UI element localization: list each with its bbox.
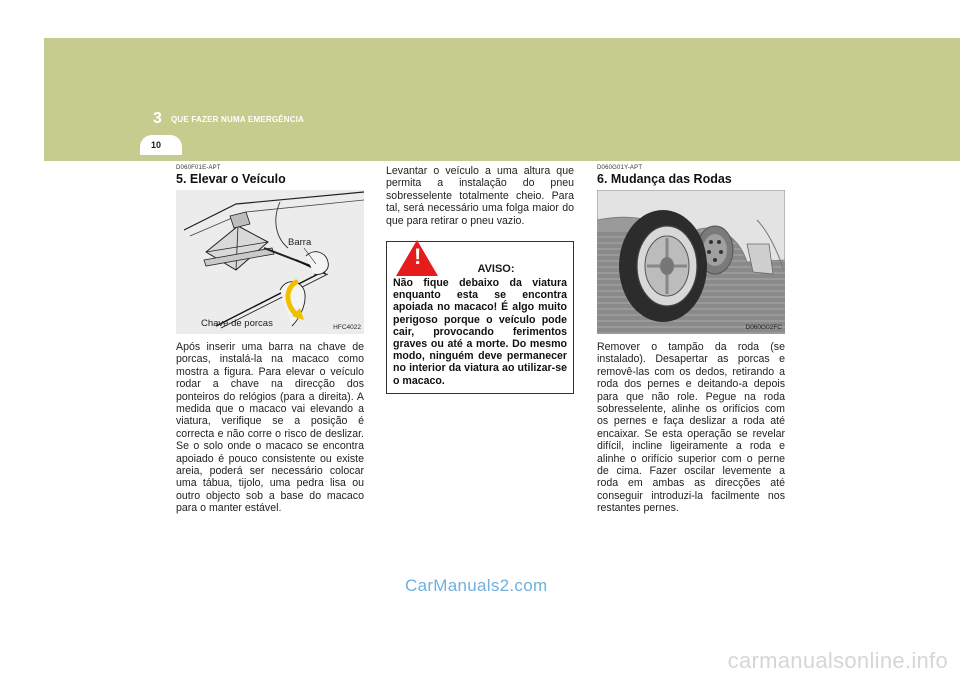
section-code: D060F01E-APT xyxy=(176,165,221,171)
figure-label-bar: Barra xyxy=(288,237,312,248)
wheel-figure xyxy=(597,190,785,334)
column-right xyxy=(597,165,785,515)
warning-text: Não fique debaixo da viatura enquanto esta se encontra apoiada no macaco! É algo muito perigoso porque o veículo pode cair, provocando ferimentos graves ou até a morte. Do mesmo modo, ninguém deve permanecer no interior da viatura ao utilizar-se o macaco. xyxy=(393,277,567,387)
section-code: D060G01Y-APT xyxy=(597,165,643,171)
jack-illustration xyxy=(176,190,364,334)
figure-label-wrench: Chave de porcas xyxy=(201,318,273,329)
chapter-number: 3 xyxy=(153,110,162,127)
watermark-link[interactable]: CarManuals2.com xyxy=(405,576,548,595)
warning-title: AVISO: xyxy=(477,263,515,276)
warning-symbol: ! xyxy=(414,244,422,270)
wheel-illustration xyxy=(597,190,785,334)
section-body: Após inserir uma barra na chave de porcas, instalá-la na macaco como mostra a figura. Para elevar o veículo rodar a chave na direcção dos ponteiros do relógios (para a direita). A medida que o macaco vai elevando a viatura, verifique se a posição é correcta e não corre o risco de deslizar. Se o solo onde o macaco se encontra apoiado é pouco consistente ou existe areia, poderá ser necessário colocar uma tábua, tijolo, uma pedra lisa ou outro objecto sob a base do macaco para o manter estável. xyxy=(176,341,364,515)
warning-box xyxy=(386,241,574,394)
jack-figure xyxy=(176,190,364,334)
column-middle xyxy=(386,165,574,394)
section-body: Remover o tampão da roda (se instalado). Desapertar as porcas e removê-las com os dedos, retirando a roda dos pernes e deitando-a depois para que não role. Pegue na roda sobresselente, alinhe os orifícios com os pernes e faça deslizar a roda até encaixar. Se esta operação se revelar difícil, incline ligeiramente a roda e alinhe o orifício superior com o perne de cima. Fazer oscilar levemente a roda em ambas as direcções até conseguir introduzi-la facilmente nos restantes pernes. xyxy=(597,341,785,515)
figure-code: HFC4022 xyxy=(333,324,361,331)
page-number: 10 xyxy=(151,140,162,150)
section-heading: 6. Mudança das Rodas xyxy=(597,172,732,186)
section-heading: 5. Elevar o Veículo xyxy=(176,172,286,186)
chapter-title: QUE FAZER NUMA EMERGÊNCIA xyxy=(171,115,305,124)
column-left xyxy=(176,165,364,515)
section-body-continued: Levantar o veículo a uma altura que permita a instalação do pneu sobresselente totalmente cheio. Para tal, será necessário uma folga maior do que para retirar o pneu vazio. xyxy=(386,165,574,227)
figure-code: D060G02FC xyxy=(745,324,782,331)
watermark-text: carmanualsonline.info xyxy=(727,648,948,673)
